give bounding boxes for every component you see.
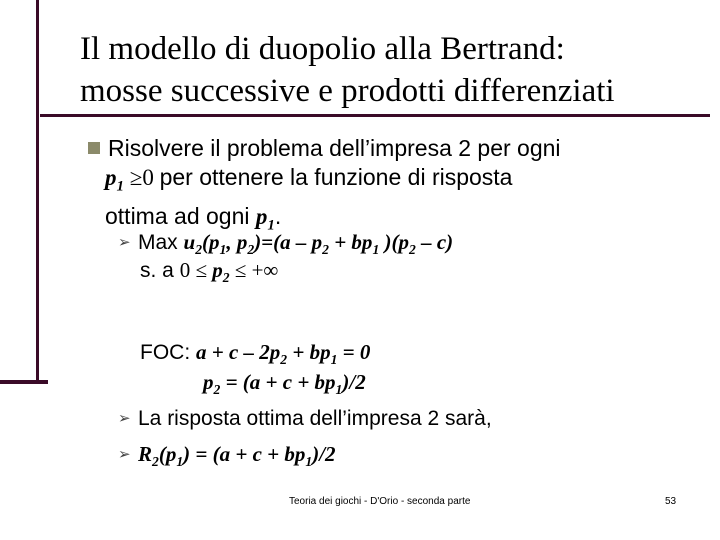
- constraint-line: s. a $0 \le p_2$ ≤ +∞: [140, 258, 279, 286]
- title-rule: [40, 114, 710, 117]
- main-bullet: [88, 134, 698, 240]
- bullet-line-3: ottima ad ogni $p_1$.: [105, 202, 282, 234]
- response-statement: ➢ La risposta ottima dell’impresa 2 sarà,: [118, 407, 492, 430]
- bullet-line-2: $p_1 \ge 0$ per ottenere la funzione di risposta: [105, 164, 513, 195]
- slide-title: [80, 28, 700, 112]
- accent-bar: [0, 0, 48, 384]
- max-problem: ➢ Max $u_2(p_1$, $p_2)=(a - p_2 + bp_1$ )$(p_2 - c)$: [118, 230, 454, 258]
- foc-line-1: FOC: $a + c - 2p_2 + bp_1 = 0$: [140, 340, 371, 368]
- arrow-bullet-icon: ➢: [118, 410, 131, 427]
- accent-vertical-line: [36, 0, 39, 384]
- foc-line-2: $p_2 = (a + c + bp_1)/2$: [203, 370, 366, 398]
- square-bullet-icon: [88, 142, 100, 154]
- title-line-1: Il modello di duopolio alla Bertrand:: [80, 31, 565, 67]
- arrow-bullet-icon: ➢: [118, 234, 131, 251]
- page-number: 53: [665, 496, 677, 507]
- arrow-bullet-icon: ➢: [118, 446, 131, 463]
- accent-horizontal-line: [0, 380, 48, 384]
- footer-text: Teoria dei giochi - D'Orio - seconda parte: [289, 496, 471, 507]
- bullet-line-1: Risolvere il problema dell’impresa 2 per ogni: [88, 134, 698, 163]
- title-line-2: mosse successive e prodotti differenziati: [80, 73, 615, 109]
- response-function: ➢ $R_2(p_1) = (a + c + bp_1)/2$: [118, 442, 336, 470]
